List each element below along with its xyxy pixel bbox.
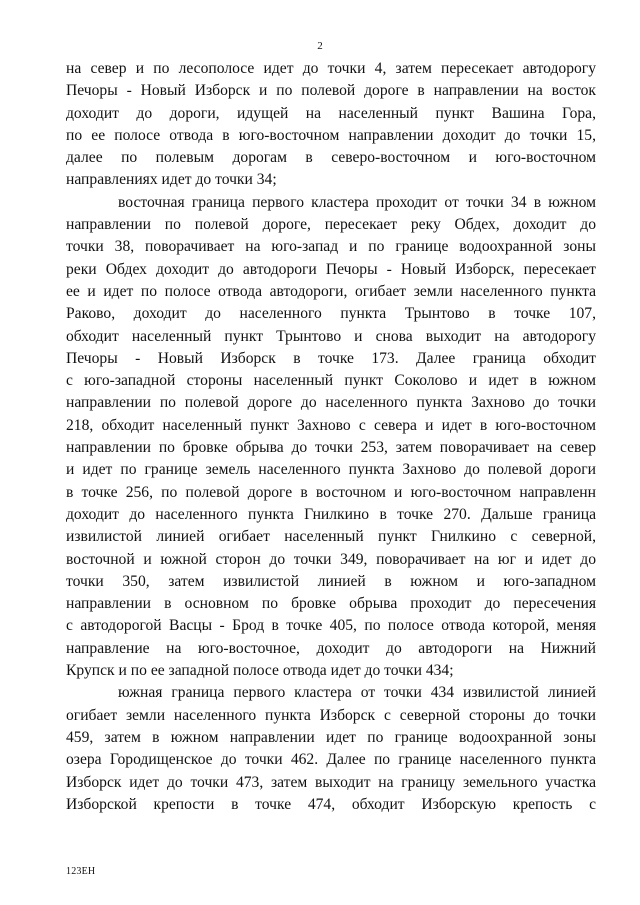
text-line: на север и по лесополосе идет до точки 4, затем пересекает автодорогу — [66, 60, 596, 77]
text-line: с автодорогой Васцы - Брод в точке 405, по полосе отвода которой, меняя — [66, 617, 596, 635]
text-line: обходит населенный пункт Трынтово и снова выходит на автодорогу — [66, 327, 596, 345]
text-line: доходит до населенного пункта Гнилкино в точке 270. Дальше граница — [66, 505, 596, 523]
text-line: и идет по границе земель населенного пункта Захново до полевой дороги — [66, 461, 596, 479]
text-line: Изборск идет до точки 473, затем выходит на границу земельного участка — [66, 773, 596, 791]
text-line: Раково, доходит до населенного пункта Трынтово в точке 107, — [66, 305, 596, 323]
text-line: восточная граница первого кластера проходит от точки 34 в южном — [118, 193, 596, 211]
text-line: с юго-западной стороны населенный пункт Соколово и идет в южном — [66, 372, 596, 390]
text-line: направлении по бровке обрыва до точки 253, затем поворачивает на север — [66, 439, 596, 457]
text-line: Изборской крепости в точке 474, обходит Изборскую крепость с — [66, 795, 596, 813]
text-line: 218, обходит населенный пункт Захново с севера и идет в юго-восточном — [66, 416, 596, 434]
text-line: направлении по полевой дороге, пересекает реку Обдех, доходит до — [66, 216, 596, 234]
text-line: восточной и южной сторон до точки 349, поворачивает на юг и идет до — [66, 550, 596, 568]
text-line: 459, затем в южном направлении идет по границе водоохранной зоны — [66, 728, 596, 746]
text-line: точки 350, затем извилистой линией в южном и юго-западном — [66, 572, 596, 590]
text-line: реки Обдех доходит до автодороги Печоры - Новый Изборск, пересекает — [66, 260, 596, 278]
text-line: южная граница первого кластера от точки 434 извилистой линией — [118, 684, 596, 702]
text-line: по ее полосе отвода в юго-восточном направлении доходит до точки 15, — [66, 126, 596, 144]
text-line: точки 38, поворачивает на юго-запад и по границе водоохранной зоны — [66, 238, 596, 256]
text-line: направлении по полевой дороге до населенного пункта Захново до точки — [66, 394, 596, 412]
text-line: в точке 256, по полевой дороге в восточном и юго-восточном направленн — [66, 483, 596, 501]
text-line: далее по полевым дорогам в северо-восточном и юго-восточном — [66, 149, 596, 167]
text-line: озера Городищенское до точки 462. Далее по границе населенного пункта — [66, 751, 596, 769]
footer-code: 123ЕН — [66, 866, 96, 877]
text-line: извилистой линией огибает населенный пункт Гнилкино с северной, — [66, 528, 596, 546]
text-line: направлении в основном по бровке обрыва проходит до пересечения — [66, 595, 596, 613]
text-line: Печоры - Новый Изборск и по полевой дороге в направлении на восток — [66, 82, 596, 100]
text-line: Крупск и по ее западной полосе отвода идет до точки 434; — [66, 662, 454, 680]
text-line: направлениях идет до точки 34; — [66, 171, 277, 189]
text-line: огибает земли населенного пункта Изборск с северной стороны до точки — [66, 706, 596, 724]
text-line: ее и идет по полосе отвода автодороги, огибает земли населенного пункта — [66, 282, 596, 300]
text-line: доходит до дороги, идущей на населенный пункт Вашина Гора, — [66, 104, 596, 122]
page-number: 2 — [317, 40, 323, 52]
text-line: Печоры - Новый Изборск в точке 173. Далее граница обходит — [66, 349, 596, 367]
text-line: направление на юго-восточное, доходит до автодороги на Нижний — [66, 639, 596, 657]
document-body — [66, 58, 596, 816]
